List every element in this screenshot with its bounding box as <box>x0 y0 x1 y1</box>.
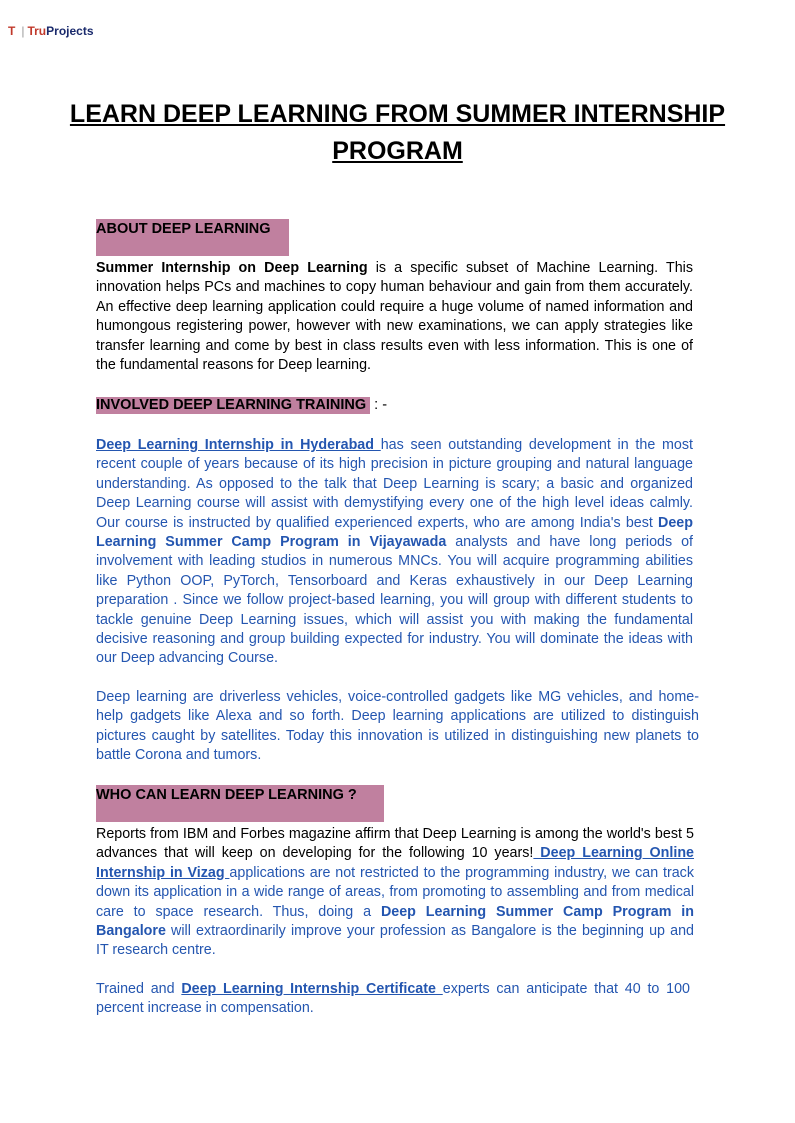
about-heading <box>96 219 289 256</box>
involved-heading: INVOLVED DEEP LEARNING TRAINING <box>96 397 370 414</box>
who-bold-bangalore: Deep Learning Summer Camp Program in Bangalore <box>96 903 694 940</box>
involved-text-1: has seen outstanding development in the most recent couple of years because of its high precision in picture grouping and natural language understanding. As opposed to the talk that Deep Learning is scary; a basic and organized Deep Learning course will assist with demystifying every one of the high level ideas calmly. Our course is instructed by qualified experienced experts, who are among India's best <box>96 437 693 531</box>
who-p2-text-2: experts can anticipate that 40 to 100 percent increase in compensation. <box>96 981 690 1017</box>
who-paragraph-2 <box>96 980 690 1019</box>
who-paragraph-1 <box>96 825 694 961</box>
involved-heading-row <box>96 395 387 415</box>
involved-paragraph-2: Deep learning are driverless vehicles, voice-controlled gadgets like MG vehicles, and home-help gadgets like Alexa and so forth. Deep learning applications are utilized to distinguish pictures caught by satellites. Today this innovation is utilized in distinguishing new planets to battle Corona and tumors. <box>96 689 699 764</box>
about-bold-lead: Summer Internship on Deep Learning <box>96 260 368 276</box>
who-text-3: will extraordinarily improve your profession as Bangalore is the beginning up and IT research centre. <box>96 923 694 959</box>
who-text-1: Reports from IBM and Forbes magazine affirm that Deep Learning is among the world's best 5 advances that will keep on developing for the following 10 years! <box>96 826 694 862</box>
page-title: LEARN DEEP LEARNING FROM SUMMER INTERNSHIP PROGRAM <box>69 100 726 165</box>
truprojects-logo[interactable] <box>8 24 94 38</box>
involved-bold-vijayawada: Deep Learning Summer Camp Program in Vijayawada <box>96 514 693 551</box>
vizag-internship-link[interactable]: Deep Learning Online Internship in Vizag <box>96 845 695 881</box>
about-text: is a specific subset of Machine Learning. This innovation helps PCs and machines to copy human behaviour and gain from them accurately. An effective deep learning application could require a huge volume of named information and humongous registering power, however with new examinations, we can apply strategies like transfer learning and come by best in class results even with less information. This is one of the fundamental reasons for Deep learning. <box>96 260 693 374</box>
logo-separator: | <box>21 24 25 38</box>
involved-heading-suffix: : - <box>370 397 388 413</box>
who-heading-text: WHO CAN LEARN DEEP LEARNING ? <box>96 787 357 803</box>
who-heading <box>96 785 384 822</box>
logo-brand-tru: Tru <box>27 24 47 38</box>
who-p2-text-1: Trained and <box>96 981 182 997</box>
about-heading-text: ABOUT DEEP LEARNING <box>96 221 271 237</box>
hyderabad-internship-link[interactable]: Deep Learning Internship in Hyderabad <box>96 437 381 453</box>
logo-mark-icon: T <box>8 24 16 38</box>
about-paragraph <box>96 259 693 375</box>
logo-brand-projects: Projects <box>46 24 94 38</box>
certificate-link[interactable]: Deep Learning Internship Certificate <box>181 981 443 997</box>
involved-text-2: analysts and have long periods of involvement with leading studios in numerous MNCs. You will acquire programming abilities like Python OOP, PyTorch, Tensorboard and Keras exhaustively in our Deep Learning preparation . Since we follow project-based learning, you will group with different students to tackle genuine Deep Learning issues, which will assist you with making the fundamental decisive reasoning and group building expected for industry. You will dominate the ideas with our Deep advancing Course. <box>96 534 693 667</box>
involved-paragraph-1 <box>96 436 693 669</box>
who-text-2: applications are not restricted to the programming industry, we can track down its application in a wide range of areas, from promoting to assembling and from medical care to space research. Thus, doing a <box>96 864 694 920</box>
